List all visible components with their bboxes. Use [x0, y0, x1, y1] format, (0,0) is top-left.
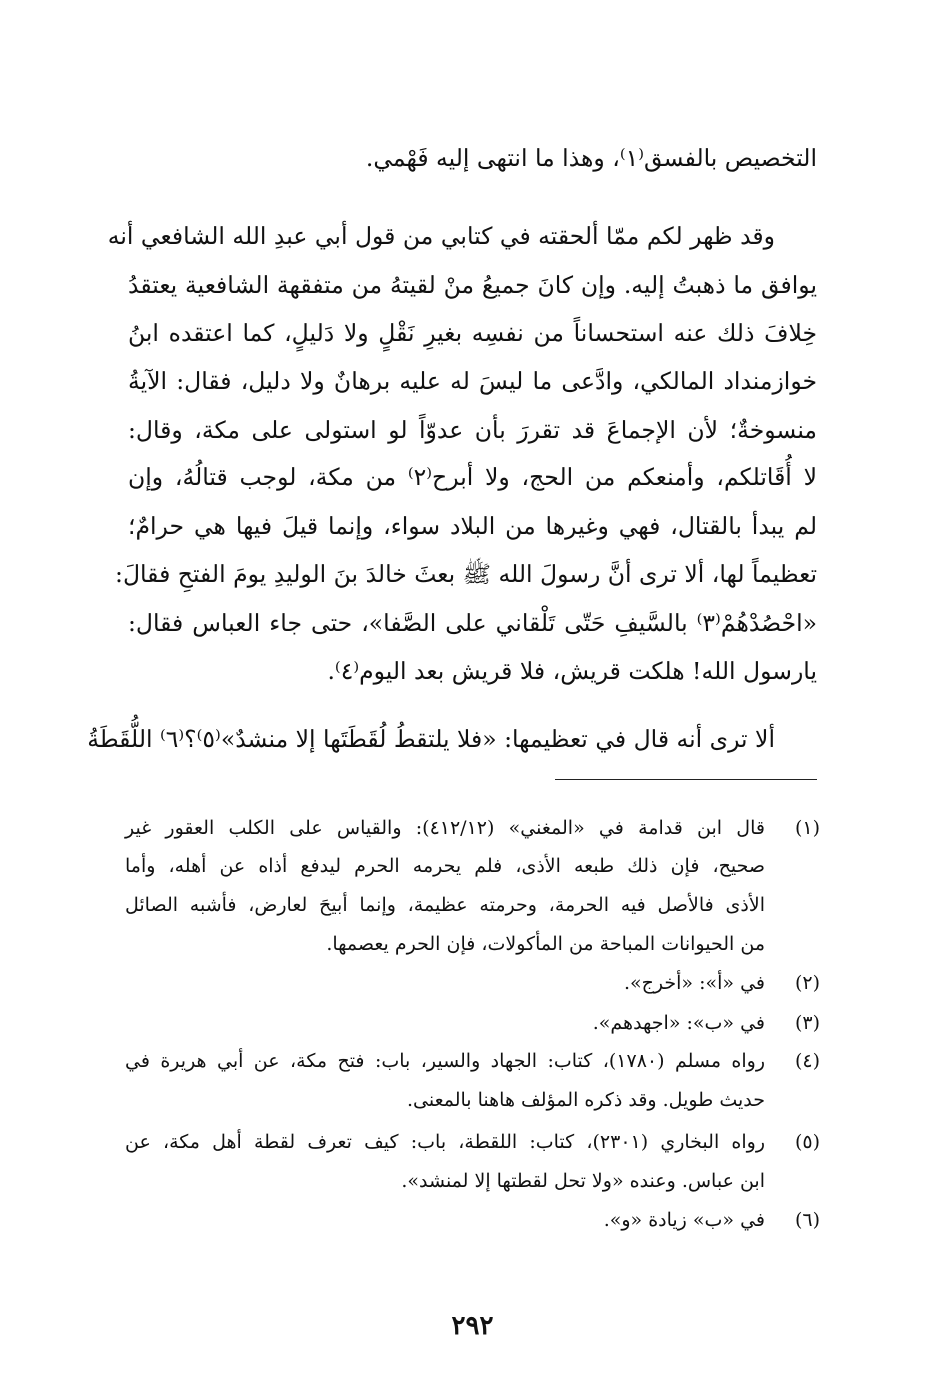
footnote-separator	[555, 779, 817, 780]
body-line-10: «احْصُدْهُمْ⁽٣⁾ بالسَّيفِ حَتّى تَلْقاني على الصَّفا»، حتى جاء العباس فقال:	[128, 609, 817, 637]
body-line-4: خِلافَ ذلك عنه استحساناً من نفسِه بغيرِ نَقْلٍ ولا دَليلٍ، كما اعتقده ابنُ	[128, 319, 817, 347]
footnote-number-5: (٥)	[794, 1131, 820, 1153]
footnote-5-line-1: رواه البخاري (٢٣٠١)، كتاب: اللقطة، باب: كيف تعرف لقطة أهل مكة، عن	[125, 1131, 765, 1153]
body-line-5: خوازمنداد المالكي، وادَّعى ما ليسَ له عليه برهانٌ ولا دليل، فقال: الآيةُ	[128, 367, 817, 395]
footnote-number-6: (٦)	[794, 1209, 820, 1231]
footnote-3-line-1: في «ب»: «اجهدهم».	[592, 1012, 765, 1034]
body-line-9: تعظيماً لها، ألا ترى أنَّ رسولَ الله ﷺ بعثَ خالدَ بنَ الوليدِ يومَ الفتحِ فقالَ:	[115, 560, 817, 588]
body-line-8: لم يبدأ بالقتال، فهي وغيرها من البلاد سواء، وإنما قيلَ فيها هي حرامٌ؛	[128, 512, 817, 540]
footnote-2-line-1: في «أ»: «أخرج».	[624, 972, 765, 994]
body-line-2: وقد ظهر لكم ممّا ألحقته في كتابي من قول أبي عبدِ الله الشافعي أنه	[107, 222, 775, 250]
footnote-1-line-3: الأذى فالأصل فيه الحرمة، وحرمته عظيمة، وإنما أبيحَ لعارض، فأشبه الصائل	[125, 894, 765, 916]
footnote-number-3: (٣)	[794, 1012, 820, 1034]
footnote-1-line-1: قال ابن قدامة في «المغني» (٤١٢/١٢): والقياس على الكلب العقور غير	[125, 817, 765, 839]
footnote-number-2: (٢)	[794, 972, 820, 994]
footnote-4-line-1: رواه مسلم (١٧٨٠)، كتاب: الجهاد والسير، باب: فتح مكة، عن أبي هريرة في	[125, 1050, 766, 1072]
page-number: ٢٩٢	[451, 1311, 494, 1341]
footnote-1-line-2: صحيح، فإن ذلك طبعه الأذى، فلم يحرمه الحرم ليدفع أذاه عن أهله، وأما	[125, 855, 765, 877]
footnote-4-line-2: حديث طويل. وقد ذكره المؤلف هاهنا بالمعنى.	[406, 1089, 765, 1111]
footnote-number-4: (٤)	[794, 1050, 820, 1072]
body-line-1: التخصيص بالفسق⁽١⁾، وهذا ما انتهى إليه فَهْمي.	[365, 144, 817, 172]
body-line-11: يارسول الله! هلكت قريش، فلا قريش بعد اليوم⁽٤⁾.	[327, 657, 817, 685]
footnote-6-line-1: في «ب» زيادة «و».	[603, 1209, 765, 1231]
body-line-12: ألا ترى أنه قال في تعظيمها: «فلا يلتقطُ لُقَطَتَها إلا منشدٌ»⁽٥⁾؟⁽٦⁾ اللُّقَطَةُ	[87, 725, 775, 753]
body-line-6: منسوخةٌ؛ لأن الإجماعَ قد تقررَ بأن عدوّاً لو استولى على مكة، وقال:	[128, 416, 817, 444]
footnote-1-line-4: من الحيوانات المباحة من المأكولات، فإن الحرم يعصمها.	[326, 933, 765, 955]
body-line-3: يوافق ما ذهبتُ إليه. وإن كانَ جميعُ منْ لقيتهُ من متفقهة الشافعية يعتقدُ	[128, 271, 817, 299]
footnote-5-line-2: ابن عباس. وعنده «ولا تحل لقطتها إلا لمنشد».	[401, 1170, 765, 1192]
body-line-7: لا أُقَاتلكم، وأمنعكم من الحج، ولا أبرح⁽٢⁾ من مكة، لوجب قتالُهُ، وإن	[128, 463, 817, 491]
footnote-number-1: (١)	[794, 817, 820, 839]
